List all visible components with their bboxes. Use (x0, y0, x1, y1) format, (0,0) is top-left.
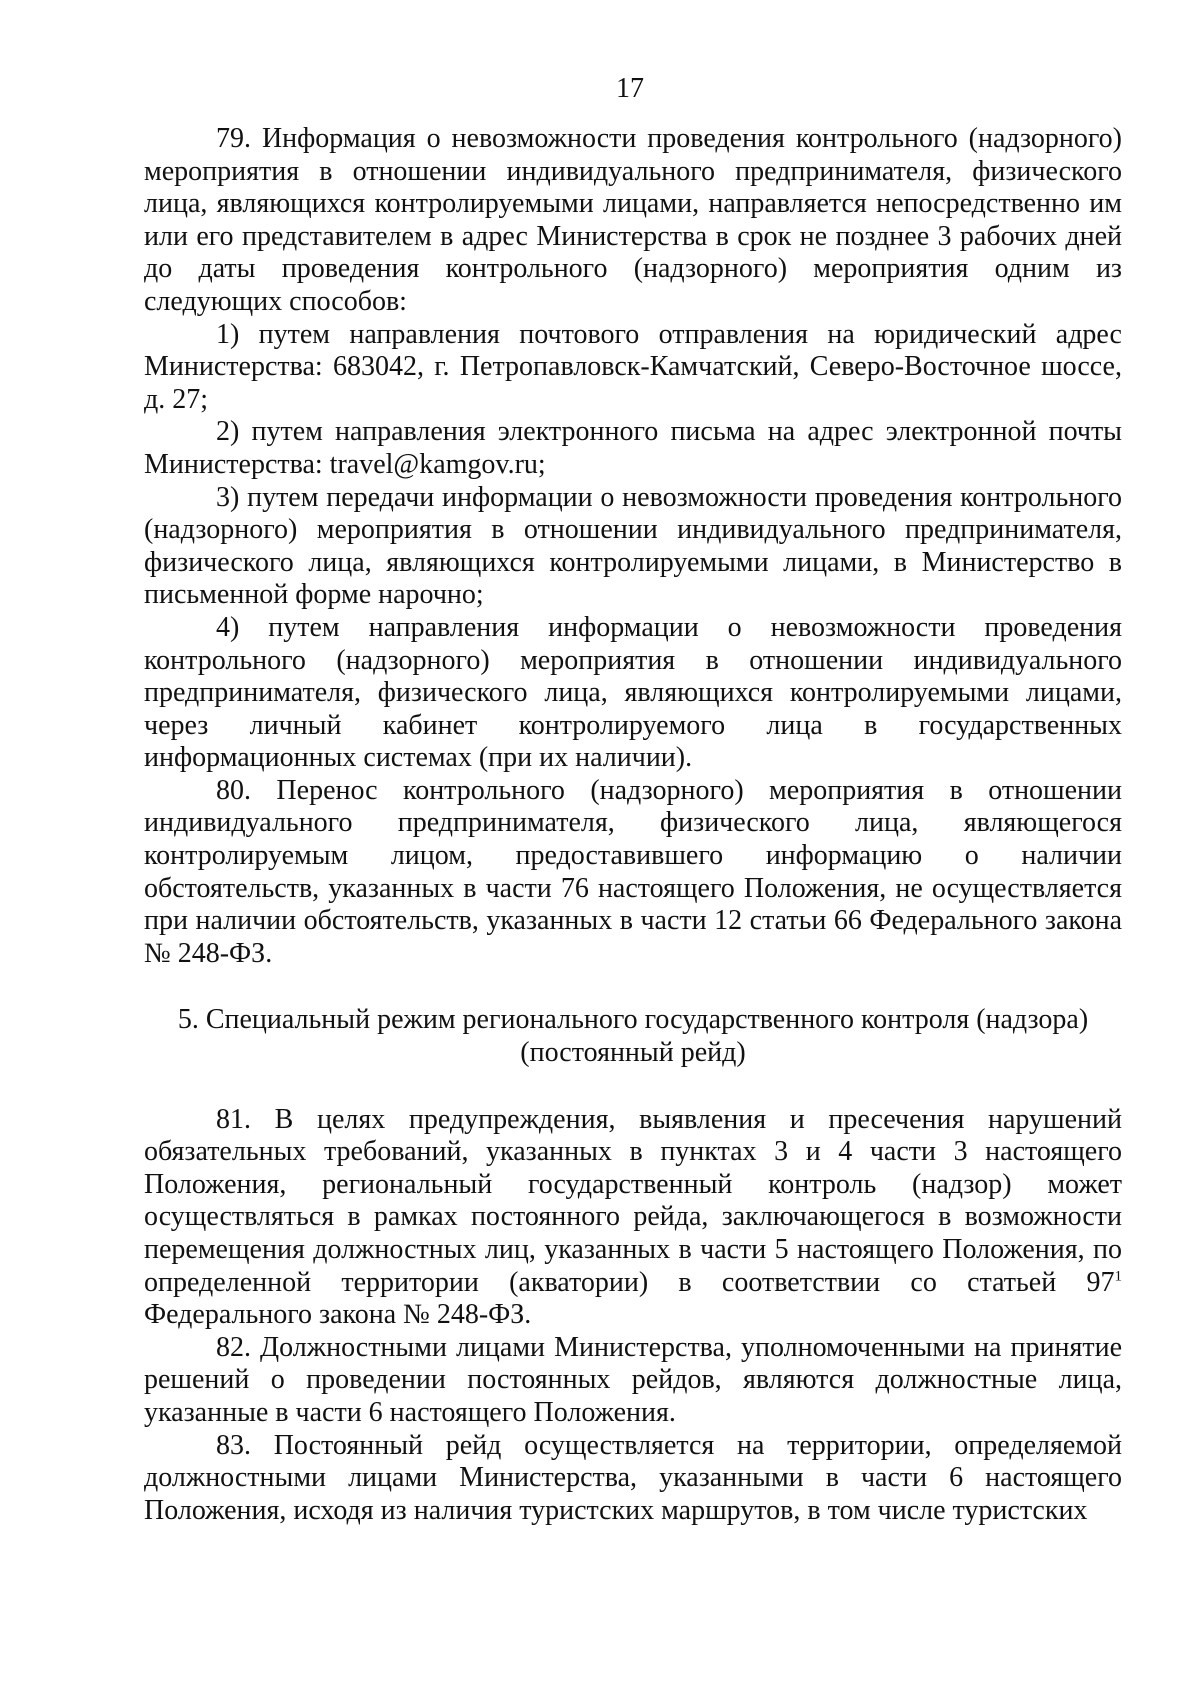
paragraph-81-tail: Федерального закона № 248-ФЗ. (144, 1299, 532, 1331)
paragraph-81-text: 81. В целях предупреждения, выявления и пресечения нарушений обязательных требований, указанных в пунктах 3 и 4 части 3 настоящего Положения, региональный государственный контроль (надзор) может осуществляться в рамках постоянного рейда, заключающегося в возможности перемещения должностных лиц, указанных в части 5 настоящего Положения, по определенной территории (акватории) в соответствии со статьей 97 (144, 1103, 1122, 1298)
paragraph-83: 83. Постоянный рейд осуществляется на территории, определяемой должностными лицами Министерства, указанными в части 6 настоящего Положения, исходя из наличия туристских маршрутов, в том числе туристских (144, 1429, 1122, 1526)
paragraph-81 (144, 1104, 1122, 1332)
list-item-4: 4) путем направления информации о невозможности проведения контрольного (надзорного) мероприятия в отношении индивидуального предпринимателя, физического лица, являющихся контролируемыми лицами, через личный кабинет контролируемого лица в государственных информационных системах (при их наличии). (144, 611, 1122, 774)
section-heading-line-2: (постоянный рейд) (520, 1037, 746, 1069)
list-item-3: 3) путем передачи информации о невозможности проведения контрольного (надзорного) мероприятия в отношении индивидуального предпринимателя, физического лица, являющихся контролируемыми лицами, в Министерство в письменной форме нарочно; (144, 481, 1122, 611)
section-heading-line-1: 5. Специальный режим регионального государственного контроля (надзора) (177, 1004, 1089, 1036)
document-body (144, 123, 1122, 1527)
paragraph-82: 82. Должностными лицами Министерства, уполномоченными на принятие решений о проведении постоянных рейдов, являются должностные лица, указанные в части 6 настоящего Положения. (144, 1331, 1122, 1428)
paragraph-79: 79. Информация о невозможности проведения контрольного (надзорного) мероприятия в отношении индивидуального предпринимателя, физического лица, являющихся контролируемыми лицами, направляется непосредственно им или его представителем в адрес Министерства в срок не позднее 3 рабочих дней до даты проведения контрольного (надзорного) мероприятия одним из следующих способов: (144, 123, 1122, 317)
list-item-1: 1) путем направления почтового отправления на юридический адрес Министерства: 683042, г. Петропавловск-Камчатский, Северо-Восточное шоссе, д. 27; (144, 318, 1122, 415)
paragraph-80: 80. Перенос контрольного (надзорного) мероприятия в отношении индивидуального предпринимателя, физического лица, являющегося контролируемым лицом, предоставившего информацию о наличии обстоятельств, указанных в части 76 настоящего Положения, не осуществляется при наличии обстоятельств, указанных в части 12 статьи 66 Федерального закона № 248-ФЗ. (144, 774, 1122, 969)
page-number: 17 (616, 73, 644, 104)
list-item-2: 2) путем направления электронного письма на адрес электронной почты Министерства: travel@kamgov.ru; (144, 416, 1122, 480)
superscript-marker: 1 (1114, 1268, 1122, 1285)
section-heading (144, 1004, 1122, 1069)
